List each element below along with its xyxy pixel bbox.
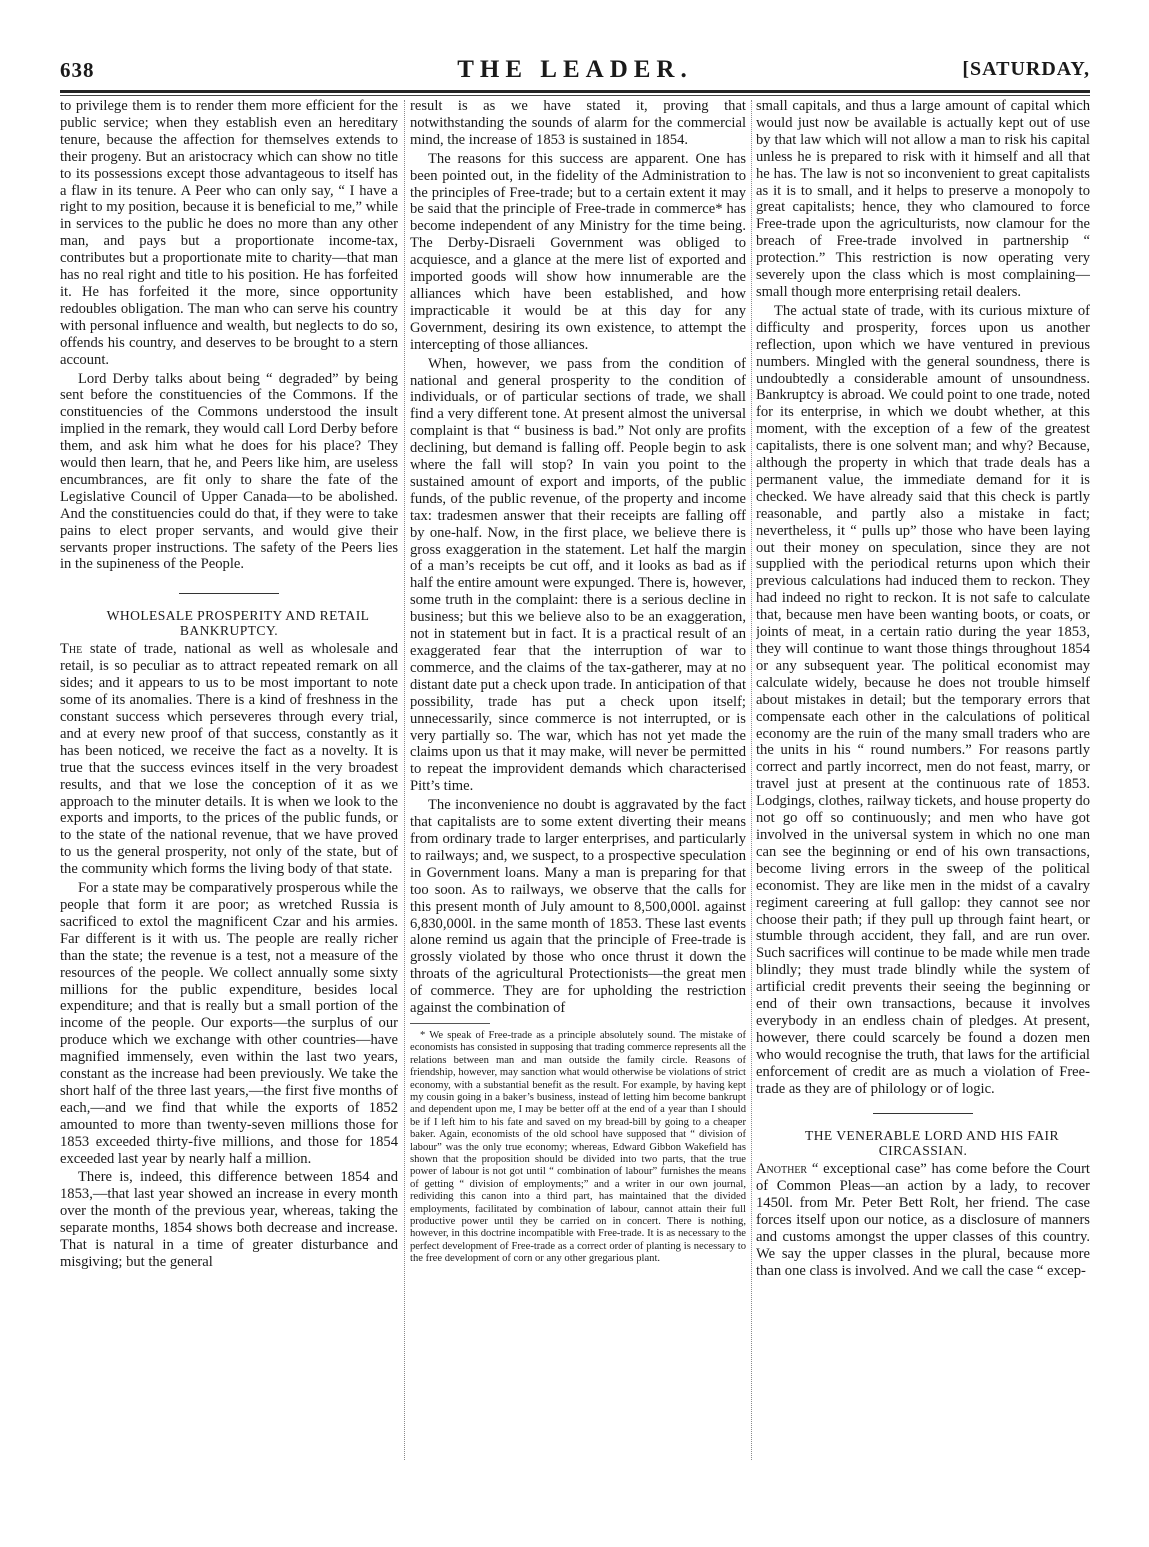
paragraph: The actual state of trade, with its curious mixture of difficulty and prosperity, forces upon us another reflection, upon which we have ventured in previous numbers. Mingled with the general soundness, there is undoubtedly a considerable amount of unsoundness. Bankruptcy is abroad. We could point to one trade, noted for its enterprise, in which we doubt whether, at this moment, with the exception of a few of the greatest capitalists, there is one solvent man; and why? Because, although the property in which that trade deals has a permanent value, the immediate demand for it is checked. We have already said that this check is partly reasonable, and partly also a mistake in fact; nevertheless, it “ pulls up” those who have been laying out their money on speculation, since they are not supplied with the periodical returns upon which their previous calculations had induced them to reckon. They had indeed no right to reckon. It is not safe to calculate that, because men have been wanting boots, or coats, or joints of meat, in a certain ratio during the year 1853, they will continue to want those things throughout 1854 or any subsequent year. The political economist may calculate widely, because he does not trouble himself about mistakes in detail; but the temporary errors that compensate each other in the calculations of political economy are the ruin of the many small traders who are the units in his “ round numbers.” For reasons partly correct and partly incorrect, men do not feast, marry, or travel just at present at the continuous rate of 1853. Lodgings, clothes, railway tickets, and house property do not go off so continuously; and men who have got involved in the universal system in which no one man can see the beginning or end of his own transactions, become living errors in the sweep of the political economist. They are like men in the midst of a cavalry regiment careering at full gallop: they cannot see nor choose their path; if they pull up through faint heart, or stumble through accident, they fall, and are run over. Such sacrifices will continue to be made while men trade blindly; they must trade blindly while the system of artificial credit prevents their seeing the beginning or end of their own transactions, because it involves everybody in an endless chain of pledges. At present, however, there could scarcely be found a dozen men who would recognise the truth, that laws for the artificial enforcement of credit are as much a violation of Free-trade as they are of philology or of logic.: [756, 302, 1090, 1097]
column-separator: [751, 100, 752, 1460]
paragraph: The reasons for this success are apparent. One has been pointed out, in the fidelity of the Administration to the principles of Free-trade; but to a certain extent it may be said that the principle of Free-trade in commerce* has become independent of any Ministry for the time being. The Derby-Disraeli Government was obliged to acquiesce, and a glance at the mere list of exported and imported goods will show how innumerable are the alliances which have been established, and how impracticable it would be at this day for any Government, desiring its own existence, to attempt the intercepting of those alliances.: [410, 150, 746, 353]
column-3: [756, 98, 1090, 1518]
paragraph: For a state may be comparatively prosperous while the people that form it are poor; as wretched Russia is sacrificed to extol the magnificent Czar and his armies. Far different is it with us. The people are really richer than the state; the revenue is a test, not a measure of the resources of the people. We collect annually some sixty millions for the public expenditure, besides local expenditure; and that is really but a small portion of the income of the people. Our exports—the surplus of our produce which we exchange with other countries—have magnified immensely, even within the last two years, constant as the increase had been previously. We take the short half of the three last years,—the first five months of each,—and we find that while the exports of 1852 amounted to more than twenty-seven millions those for 1853 exceeded thirty-five millions, and those for 1854 exceeded last year by nearly half a million.: [60, 880, 398, 1167]
footnote: * We speak of Free-trade as a principle absolutely sound. The mistake of economists has consisted in supposing that trading commerce represents all the relations between man and man outside the family circle. Reasons of friendship, however, may sanction what would otherwise be violations of strict economy, with a substantial benefit as the result. For example, by having kept my cousin going in a baker’s business, instead of letting him become bankrupt and dependent upon me, I may be better off at the end of a year than I should be if I left him to his fate and saved on my bread-bill by going to a cheaper baker. Again, economists of the old school have supposed that “ division of labour” was the only true economy; whereas, Edward Gibbon Wakefield has shown that the proposition should be divided into two parts, that the true power of labour is not got until “ combination of labour” furnishes the means of getting “ division of employments;” and a writer in our own journal, redividing this canon into a third part, has maintained that the divided employments, facilitated by combination of labour, cannot attain their full productive power until they be carried on in concert. There is nothing, however, in this doctrine incompatible with Free-trade. It is as necessary to the perfect development of Free-trade as a correct order of planting is necessary to the free development of corn or any other gregarious plant.: [410, 1029, 746, 1265]
lead-word: Another: [756, 1161, 808, 1178]
header-rule: [60, 90, 1090, 93]
page-number: 638: [60, 58, 95, 82]
paragraph: Lord Derby talks about being “ degraded” by being sent before the constituencies of the Commons. If the constituencies of the Commons understood the insult implied in the remark, they would call Lord Derby before them, and ask him what he does for his place? They would then learn, that he, and Peers like him, are useless encumbrances, are fit only to share the fate of the Legislative Council of Upper Canada—to be abolished. And the constituencies could do that, if they were to take pains to elect proper servants, and would give their servants proper instructions. The safety of the Peers lies in the supineness of the People.: [60, 370, 398, 573]
paragraph: The inconvenience no doubt is aggravated by the fact that capitalists are to some extent diverting their means from ordinary trade to larger enterprises, and particularly to railways; and, we suspect, to a prospective speculation in Government loans. Many a man is preparing for that too soon. As to railways, we observe that the calls for this present month of July amount to 8,500,000l. against 6,830,000l. in the same month of 1853. These last events alone remind us again that the principle of Free-trade is grossly violated by those who once thrust it down the throats of the agricultural Protectionists—the great men of commerce. They are for upholding the restriction against the combination of: [410, 797, 746, 1017]
paragraph: result is as we have stated it, proving that notwithstanding the sounds of alarm for the commercial mind, the increase of 1853 is sustained in 1854.: [410, 98, 746, 148]
footnote-divider: [410, 1023, 490, 1024]
header-rule-thin: [60, 95, 1090, 96]
lead-word: The: [60, 641, 83, 658]
page-header: [60, 58, 1090, 92]
paragraph: to privilege them is to render them more efficient for the public service; when they establish even an hereditary tenure, because the affection for themselves extends to their progeny. But an aristocracy which can show no title to its possessions except those advantageous to itself has a flaw in its tenure. A Peer who can only say, “ I have a right to my position, because it is beneficial to me,” while in services to the public he does no more than any other man, and pays but a proportionate income-tax, contributes but a proportionate mite to charity—that man has no real right and title to his position. He has forfeited it. He has forfeited it the more, since opportunity redoubles obligation. The man who can serve his country with personal influence and wealth, but neglects to do so, offends his country, and deserves to be brought to a stern account.: [60, 98, 398, 368]
paragraph: small capitals, and thus a large amount of capital which would just now be available is actually kept out of use by that law which will not allow a man to risk his capital unless he is prepared to risk with it himself and all that he has. The law is not so inconvenient to great capitalists as it is to small, and it helps to preserve a monopoly to great capitalists; hence, they who clamoured to force Free-trade upon the agriculturists, now clamour for the breach of Free-trade involved in partnership “ protection.” This restriction is now operating very severely upon the class which is most complaining—small though more enterprising retail dealers.: [756, 98, 1090, 300]
paragraph: “ exceptional case” has come before the Court of Common Pleas—an action by a lady, to recover 1450l. from Mr. Peter Bett Rolt, her friend. The case forces itself upon our notice, as a disclosure of manners and customs amongst the upper classes of this country. We say the upper classes in the plural, because more than one class is involved. And we call the case “ excep-: [756, 1161, 1090, 1279]
column-2: [410, 98, 746, 1518]
section-divider: [873, 1113, 973, 1114]
paragraph: There is, indeed, this difference between 1854 and 1853,—that last year showed an increase in every month over the month of the previous year, whereas, taking the separate months, 1854 shows both decrease and increase. That is natural in a time of greater disturbance and misgiving; but the general: [60, 1169, 398, 1270]
article-title: WHOLESALE PROSPERITY AND RETAIL BANKRUPTCY.: [106, 608, 370, 639]
paragraph: When, however, we pass from the condition of national and general prosperity to the condition of individuals, or of particular sections of trade, we shall find a very different tone. At present almost the universal complaint is that “ business is bad.” Not only are profits declining, but demand is falling off. People begin to ask where the fall will stop? In vain you point to the sustained amount of export and imports, of the public funds, of the public revenue, of the property and income tax: tradesmen answer that their receipts are falling off by one-half. Now, in the first place, we believe there is gross exaggeration in the statement. Let half the margin of a man’s receipts be cut off, and it looks as bad as if half the entire amount were expunged. There is, however, some truth in the complaint: there is a serious decline in business; but this we believe also to be an exaggeration, not in statement but in fact. It is a practical result of an exaggerated fear that the interruption of war to commerce, and the claims of the tax-gatherer, may at no distant date put a check upon trade. In anticipation of that possibility, trade has put a check upon itself; unnecessarily, since commerce is not interrupted, or is very partially so. The war, which has not yet made the claims upon us that it may make, will never be permitted to repeat the improvident demands which characterised Pitt’s time.: [410, 355, 746, 795]
paragraph: state of trade, national as well as wholesale and retail, is so peculiar as to attract repeated remark on all sides; and it appears to us to be most important to note some of its anomalies. There is a kind of freshness in the constant success which perseveres through every trial, and at every new proof of that success, constantly as it has been noticed, we receive the fact as a novelty. It is true that the success evinces itself in the very broadest results, and that we lose the conception of it as we approach to the minuter details. It is when we look to the exports and imports, to the prices of the public funds, or to the state of the national revenue, that we have proved to us the general prosperity, not only of the state, but of the community which forms the living body of that state.: [60, 641, 398, 878]
article-title: THE VENERABLE LORD AND HIS FAIR CIRCASSIAN.: [805, 1128, 1059, 1159]
column-separator: [404, 100, 405, 1460]
masthead-title: THE LEADER.: [457, 56, 693, 83]
section-divider: [179, 593, 279, 594]
column-1: [60, 98, 398, 1518]
issue-day: [SATURDAY,: [962, 58, 1090, 80]
